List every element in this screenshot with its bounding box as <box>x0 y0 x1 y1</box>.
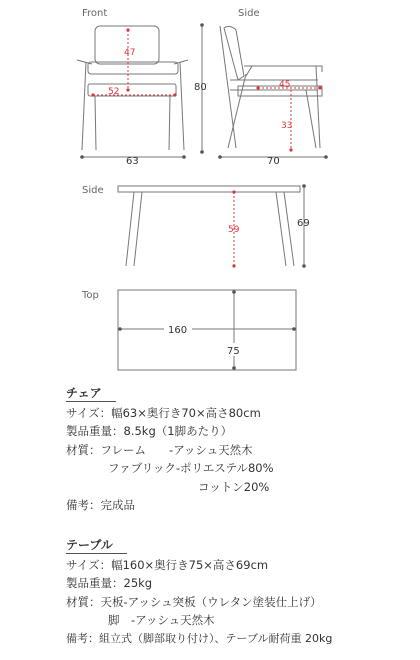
chair-seat-height-value: 33 <box>281 121 293 131</box>
chair-weight: 製品重量：8.5kg（1脚あたり） <box>66 424 233 439</box>
chair-spec-heading: チェア <box>66 386 116 402</box>
table-material-leg: 脚 -アッシュ天然木 <box>108 613 215 628</box>
table-top-view <box>118 290 296 370</box>
chair-height-value: 80 <box>194 82 207 93</box>
chair-material-cotton: コットン20% <box>198 479 270 494</box>
chair-material-fabric: ファブリック-ポリエステル80% <box>108 461 274 476</box>
chair-note: 備考：完成品 <box>66 498 135 513</box>
table-side-view-label: Side <box>82 185 104 196</box>
table-weight: 製品重量：25kg <box>66 576 153 591</box>
table-height-value: 69 <box>297 218 310 229</box>
chair-size: サイズ：幅63×奥行き70×高さ80cm <box>66 406 261 420</box>
side-view-label: Side <box>238 8 260 19</box>
table-size: サイズ：幅160×奥行き75×高さ69cm <box>66 558 269 572</box>
chair-material-frame: 材質：フレーム -アッシュ天然木 <box>66 442 253 457</box>
table-spec-heading: テーブル <box>66 538 127 554</box>
table-note: 備考：組立式（脚部取り付け）、テーブル耐荷重 20kg <box>66 631 333 645</box>
table-width-value: 160 <box>168 325 188 336</box>
front-view-label: Front <box>82 8 108 19</box>
table-spec-block <box>66 536 416 648</box>
chair-seat-width-value: 52 <box>108 87 120 97</box>
chair-back-height-value: 47 <box>124 48 136 58</box>
chair-side-view <box>220 26 322 148</box>
chair-front-view <box>77 26 188 150</box>
table-depth-value: 75 <box>227 346 240 357</box>
chair-depth-value: 70 <box>267 156 280 167</box>
chair-width-value: 63 <box>126 156 139 167</box>
table-side-view <box>118 186 300 266</box>
top-view-label: Top <box>82 290 99 301</box>
table-material-top: 材質：天板-アッシュ突板（ウレタン塗装仕上げ） <box>66 594 322 609</box>
chair-seat-depth-value: 45 <box>279 80 291 90</box>
chair-spec-block <box>66 384 416 514</box>
table-leg-height-value: 59 <box>228 225 240 235</box>
